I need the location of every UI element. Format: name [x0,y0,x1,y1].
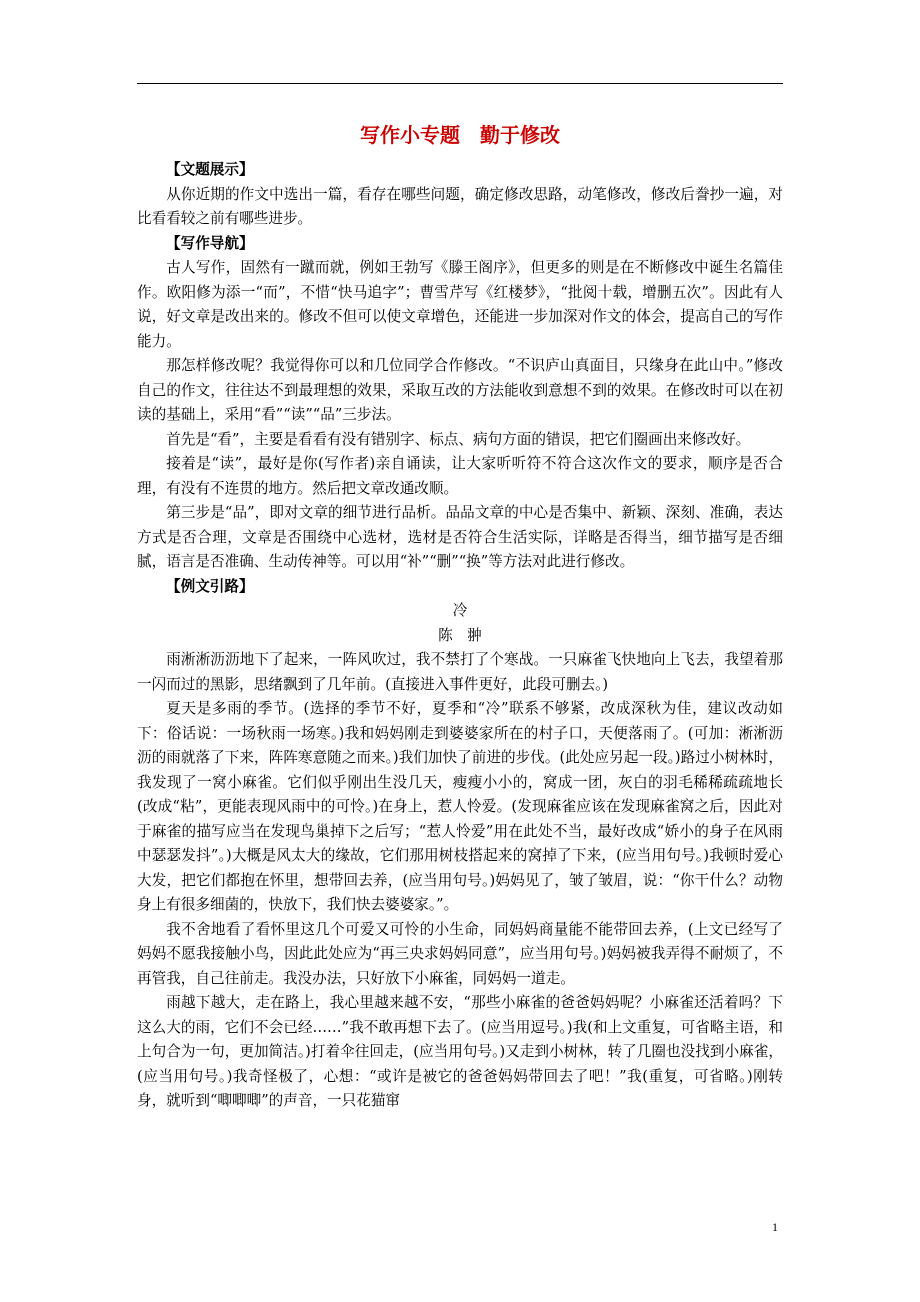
guide-paragraph: 首先是“看”，主要是看看有没有错别字、标点、病句方面的错误，把它们圈画出来修改好。 [166,430,751,448]
guide-paragraph: 第三步是“品”，即对文章的细节进行品析。品品文章的中心是否集中、新颖、深刻、准确，表达方式是否合理，文章是否围绕中心选材，选材是否符合生活实际，详略是否得当，细节描写是否细腻，语言是否准确、生动传神等。可以用“补”“删”“换”等方法对此进行修改。 [137,504,783,570]
example-heading: 【例文引路】 [166,577,254,595]
example-paragraph: 雨淅淅沥沥地下了起来，一阵风吹过，我不禁打了个寒战。一只麻雀飞快地向上飞去，我望着那一闪而过的黑影，思绪飘到了几年前。(直接进入事件更好，此段可删去。) [137,651,783,693]
example-paragraph: 雨越下越大，走在路上，我心里越来越不安，“那些小麻雀的爸爸妈妈呢？小麻雀还活着吗？下这么大的雨，它们不会已经……”我不敢再想下去了。(应当用逗号。)我(和上文重复，可省略主语，和上句合为一句，更加简洁。)打着伞往回走，(应当用句号。)又走到小树林，转了几圈也没找到小麻雀，(应当用句号。)我奇怪极了，心想：“或许是被它的爸爸妈妈带回去了吧！”我(重复，可省略。)刚转身，就听到“唧唧唧”的声音，一只花猫窜 [137,994,783,1109]
page-title: 写作小专题 勤于修改 [360,123,560,147]
guide-paragraph: 接着是“读”，最好是你(写作者)亲自诵读，让大家听听符不符合这次作文的要求，顺序是否合理，有没有不连贯的地方。然后把文章改通改顺。 [137,455,783,497]
page-number: 1 [772,1220,778,1234]
example-paragraph: 夏天是多雨的季节。(选择的季节不好，夏季和“冷”联系不够紧，改成深秋为佳，建议改动如下：俗话说：一场秋雨一场寒。)我和妈妈刚走到婆婆家所在的村子口，天便落雨了。(可加：淅淅沥沥的雨就落了下来，阵阵寒意随之而来。)我们加快了前进的步伐。(此处应另起一段。)路过小树林时，我发现了一窝小麻雀。它们似乎刚出生没几天，瘦瘦小小的，窝成一团，灰白的羽毛稀稀疏疏地长(改成“粘”，更能表现风雨中的可怜。)在身上，惹人怜爱。(发现麻雀应该在发现麻雀窝之后，因此对于麻雀的描写应当在发现鸟巢掉下之后写；“惹人怜爱”用在此处不当，最好改成“娇小的身子在风雨中瑟瑟发抖”。)大概是风太大的缘故，它们那用树枝搭起来的窝掉了下来，(应当用句号。)我顿时爱心大发，把它们都抱在怀里，想带回去养，(应当用句号。)妈妈见了，皱了皱眉，说：“你干什么？动物身上有很多细菌的，快放下，我们快去婆婆家。”。 [137,700,783,913]
document-body [137,158,783,1114]
example-author: 陈 翀 [438,626,482,644]
prompt-text: 从你近期的作文中选出一篇，看存在哪些问题，确定修改思路，动笔修改，修改后誊抄一遍，对比看看较之前有哪些进步。 [137,185,783,227]
example-title: 冷 [452,602,468,619]
header-rule [137,83,783,84]
prompt-heading: 【文题展示】 [166,161,254,178]
example-paragraph: 我不舍地看了看怀里这几个可爱又可怜的小生命，同妈妈商量能不能带回去养，(上文已经写了妈妈不愿我接触小鸟，因此此处应为“再三央求妈妈同意”，应当用句号。)妈妈被我弄得不耐烦了，不再管我，自己往前走。我没办法，只好放下小麻雀，同妈妈一道走。 [137,920,783,987]
guide-paragraph: 古人写作，固然有一蹴而就，例如王勃写《滕王阁序》，但更多的则是在不断修改中诞生名篇佳作。欧阳修为添一“而”，不惜“快马追字”；曹雪芹写《红楼梦》，“批阅十载，增删五次”。因此有人说，好文章是改出来的。修改不但可以使文章增色，还能进一步加深对作文的体会，提高自己的写作能力。 [137,259,783,350]
guide-heading: 【写作导航】 [166,234,254,252]
guide-paragraph: 那怎样修改呢？我觉得你可以和几位同学合作修改。“不识庐山真面目，只缘身在此山中。”修改自己的作文，往往达不到最理想的效果，采取互改的方法能收到意想不到的效果。在修改时可以在初读的基础上，采用“看”“读”“品”三步法。 [137,357,783,423]
